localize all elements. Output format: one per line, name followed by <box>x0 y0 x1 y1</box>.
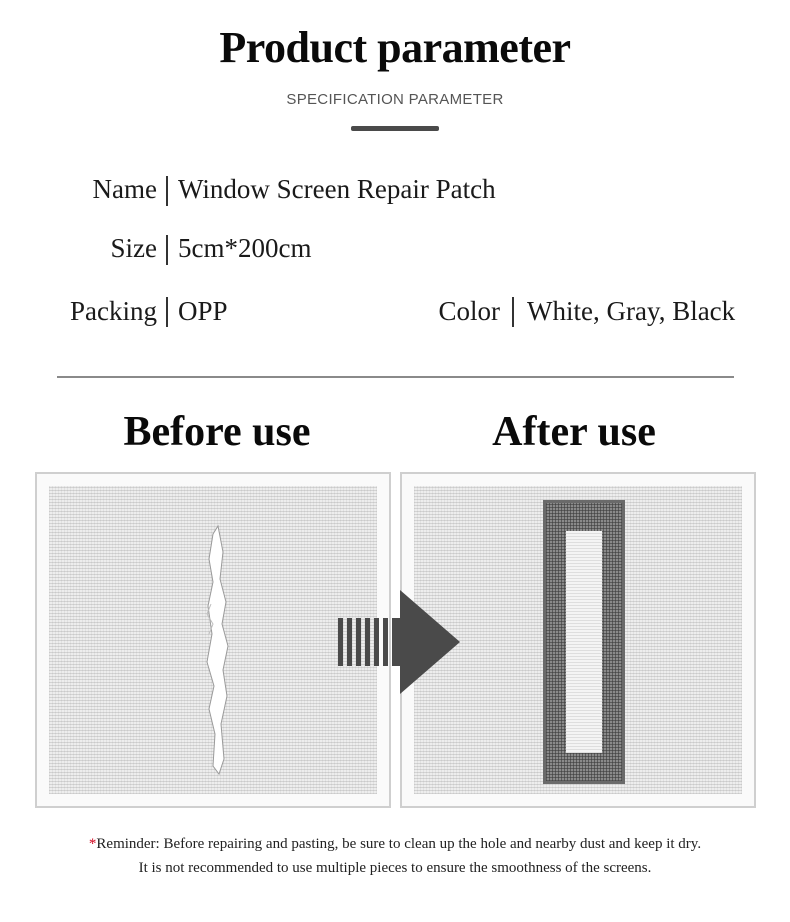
param-name-value: Window Screen Repair Patch <box>178 174 496 204</box>
section-divider <box>57 376 734 378</box>
param-color-label: Color <box>438 296 500 326</box>
param-size-value: 5cm*200cm <box>178 233 312 263</box>
reminder-marker: * <box>88 836 97 852</box>
param-separator <box>166 176 168 206</box>
title-underline-bar <box>351 126 439 131</box>
param-separator <box>512 297 514 327</box>
reminder-note <box>0 832 790 880</box>
reminder-line-1: *Reminder: Before repairing and pasting, be sure to clean up the hole and nearby dust and keep it dry. <box>88 836 702 852</box>
right-arrow-icon <box>336 586 462 698</box>
param-separator <box>166 235 168 265</box>
page-title: Product parameter <box>219 23 571 72</box>
param-size-label: Size <box>110 233 157 263</box>
reminder-line-2: It is not recommended to use multiple pieces to ensure the smoothness of the screens. <box>138 860 652 876</box>
param-packing-value: OPP <box>178 296 228 326</box>
param-separator <box>166 297 168 327</box>
patch-inner-window <box>566 531 602 753</box>
param-color-value: White, Gray, Black <box>527 296 736 326</box>
repair-patch <box>543 500 625 784</box>
param-name-label: Name <box>92 174 157 204</box>
param-packing-label: Packing <box>70 296 157 326</box>
before-use-title: Before use <box>123 409 311 455</box>
after-use-title: After use <box>492 409 656 455</box>
page-subtitle: SPECIFICATION PARAMETER <box>286 91 504 108</box>
